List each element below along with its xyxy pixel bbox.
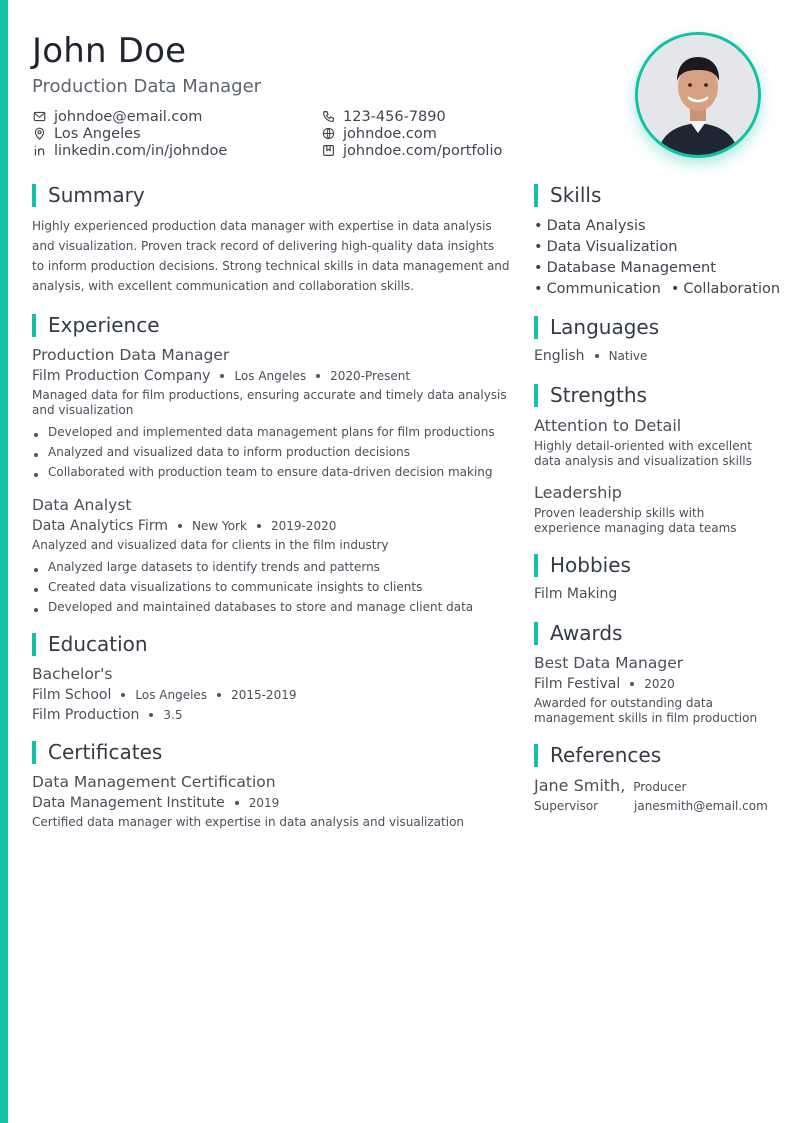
job-dates: 2020-Present xyxy=(330,369,411,383)
certificates-heading xyxy=(32,739,512,765)
languages-heading xyxy=(534,314,774,340)
heading-accent xyxy=(32,314,36,337)
heading-accent xyxy=(32,633,36,656)
separator-dot xyxy=(257,524,261,528)
reference-entry xyxy=(534,776,774,813)
skill-item: Database Management xyxy=(546,260,716,276)
education-gpa: 3.5 xyxy=(163,708,183,722)
education-school: Film School xyxy=(32,687,112,703)
education-field: Film Production xyxy=(32,707,140,723)
award-text: Awarded for outstanding data management skills in film production xyxy=(534,696,758,725)
separator-dot xyxy=(149,713,153,717)
strength-entry xyxy=(534,416,774,469)
job-company: Film Production Company xyxy=(32,368,211,384)
separator-dot xyxy=(630,682,634,686)
globe-icon xyxy=(321,127,335,141)
left-column xyxy=(32,182,512,834)
skill-row: • Communication • Collaboration xyxy=(534,279,774,300)
summary-text: Highly experienced production data manager with expertise in data analysis and visualization. Proven track record of delivering high-quality data insights to inform production decisions. Strong technical skills in data management and analysis, with excellent communication and collaboration skills. xyxy=(32,219,510,293)
certificates-heading-text: Certificates xyxy=(48,740,163,764)
contact-portfolio-text: johndoe.com/portfolio xyxy=(343,142,503,159)
mail-icon xyxy=(32,110,46,124)
certificate-description: Certified data manager with expertise in data analysis and visualization xyxy=(32,815,465,829)
award-title: Best Data Manager xyxy=(534,654,684,672)
job-title: Production Data Manager xyxy=(32,346,230,364)
skills-heading-text: Skills xyxy=(550,183,602,207)
strength-text: Proven leadership skills with experience managing data teams xyxy=(534,506,737,535)
reference-relation: Supervisor xyxy=(534,799,599,813)
candidate-title: Production Data Manager xyxy=(32,76,262,97)
accent-bar xyxy=(0,0,8,1123)
strength-text: Highly detail-oriented with excellent data analysis and visualization skills xyxy=(534,439,752,468)
strength-title: Leadership xyxy=(534,483,622,502)
summary-heading-text: Summary xyxy=(48,183,145,207)
award-meta xyxy=(534,676,774,692)
job-description: Managed data for film productions, ensuring accurate and timely data analysis and visualization xyxy=(32,388,507,417)
hobbies-heading xyxy=(534,552,774,578)
heading-accent xyxy=(534,316,538,339)
right-column xyxy=(534,182,781,813)
job-meta xyxy=(32,368,512,384)
location-pin-icon xyxy=(32,127,46,141)
job-dates: 2019-2020 xyxy=(270,519,337,533)
job-bullet: Developed and implemented data management plans for film productions xyxy=(32,422,512,442)
education-field-meta xyxy=(32,707,512,723)
experience-heading-text: Experience xyxy=(48,313,160,337)
skill-row: • Database Management xyxy=(534,258,774,279)
strength-title: Attention to Detail xyxy=(534,416,682,435)
awards-heading xyxy=(534,620,774,646)
linkedin-icon xyxy=(32,144,46,158)
contact-location-text: Los Angeles xyxy=(54,125,141,142)
job-bullets xyxy=(32,422,512,482)
job-bullet: Created data visualizations to communicate insights to clients xyxy=(32,577,512,597)
separator-dot xyxy=(178,524,182,528)
contact-email-text: johndoe@email.com xyxy=(54,108,203,125)
contact-location xyxy=(32,125,321,142)
separator-dot xyxy=(217,693,221,697)
award-entry xyxy=(534,654,774,726)
job-bullet: Developed and maintained databases to store and manage client data xyxy=(32,597,512,617)
job-bullets xyxy=(32,557,512,617)
references-heading xyxy=(534,742,774,768)
reference-email[interactable]: janesmith@email.com xyxy=(634,799,768,813)
summary-heading xyxy=(32,182,512,208)
heading-accent xyxy=(534,744,538,767)
heading-accent xyxy=(534,184,538,207)
award-issuer: Film Festival xyxy=(534,676,621,692)
skills-heading xyxy=(534,182,774,208)
certificate-meta xyxy=(32,795,512,811)
education-meta xyxy=(32,687,512,703)
award-year: 2020 xyxy=(644,677,675,691)
job-bullet: Analyzed and visualized data to inform production decisions xyxy=(32,442,512,462)
phone-icon xyxy=(321,110,335,124)
education-dates: 2015-2019 xyxy=(231,688,297,702)
skill-row: • Data Analysis xyxy=(534,216,774,237)
job-company: Data Analytics Firm xyxy=(32,518,168,534)
certificate-year: 2019 xyxy=(248,796,280,810)
reference-name-row xyxy=(534,776,774,795)
education-location: Los Angeles xyxy=(135,688,208,702)
language-level: Native xyxy=(608,349,648,363)
skill-item: Data Analysis xyxy=(546,218,646,234)
contact-phone[interactable] xyxy=(321,108,592,125)
heading-accent xyxy=(32,741,36,764)
reference-name: Jane Smith, xyxy=(534,776,626,795)
strength-entry xyxy=(534,483,774,536)
education-heading-text: Education xyxy=(48,632,148,656)
hobbies-heading-text: Hobbies xyxy=(550,553,631,577)
strengths-heading-text: Strengths xyxy=(550,383,647,407)
separator-dot xyxy=(235,801,239,805)
skill-item: Collaboration xyxy=(683,281,781,297)
reference-detail-row xyxy=(534,799,774,813)
heading-accent xyxy=(32,184,36,207)
certificate-entry xyxy=(32,773,512,830)
contact-linkedin[interactable] xyxy=(32,142,321,159)
skill-item: Data Visualization xyxy=(546,239,678,255)
skills-list xyxy=(534,216,781,300)
job-entry xyxy=(32,346,512,482)
separator-dot xyxy=(595,354,599,358)
hobby-item: Film Making xyxy=(534,586,618,602)
contact-website[interactable] xyxy=(321,125,592,142)
contact-list xyxy=(32,108,592,159)
experience-heading xyxy=(32,312,512,338)
job-description: Analyzed and visualized data for clients in the film industry xyxy=(32,538,389,552)
profile-photo xyxy=(635,32,761,158)
reference-role: Producer xyxy=(633,780,687,794)
skill-item: Communication xyxy=(546,281,661,297)
awards-heading-text: Awards xyxy=(550,621,623,645)
contact-email[interactable] xyxy=(32,108,321,125)
job-meta xyxy=(32,518,512,534)
heading-accent xyxy=(534,384,538,407)
resume-page xyxy=(32,0,781,1123)
skill-row: • Data Visualization xyxy=(534,237,774,258)
heading-accent xyxy=(534,554,538,577)
language-name: English xyxy=(534,348,585,364)
portfolio-icon xyxy=(321,144,335,158)
avatar-illustration xyxy=(638,35,758,155)
separator-dot xyxy=(121,693,125,697)
contact-linkedin-text: linkedin.com/in/johndoe xyxy=(54,142,228,159)
heading-accent xyxy=(534,622,538,645)
job-entry xyxy=(32,496,512,617)
education-degree: Bachelor's xyxy=(32,665,113,683)
contact-website-text: johndoe.com xyxy=(343,125,437,142)
education-entry xyxy=(32,665,512,723)
job-location: New York xyxy=(191,519,247,533)
languages-heading-text: Languages xyxy=(550,315,660,339)
certificate-issuer: Data Management Institute xyxy=(32,795,225,811)
strengths-heading xyxy=(534,382,774,408)
certificate-name: Data Management Certification xyxy=(32,773,276,791)
contact-portfolio[interactable] xyxy=(321,142,592,159)
candidate-name: John Doe xyxy=(32,31,187,71)
separator-dot xyxy=(220,374,224,378)
language-entry xyxy=(534,348,774,364)
contact-phone-text: 123-456-7890 xyxy=(343,108,446,125)
separator-dot xyxy=(316,374,320,378)
references-heading-text: References xyxy=(550,743,662,767)
job-location: Los Angeles xyxy=(234,369,307,383)
job-bullet: Collaborated with production team to ensure data-driven decision making xyxy=(32,462,512,482)
job-title: Data Analyst xyxy=(32,496,132,514)
job-bullet: Analyzed large datasets to identify trends and patterns xyxy=(32,557,512,577)
education-heading xyxy=(32,631,512,657)
